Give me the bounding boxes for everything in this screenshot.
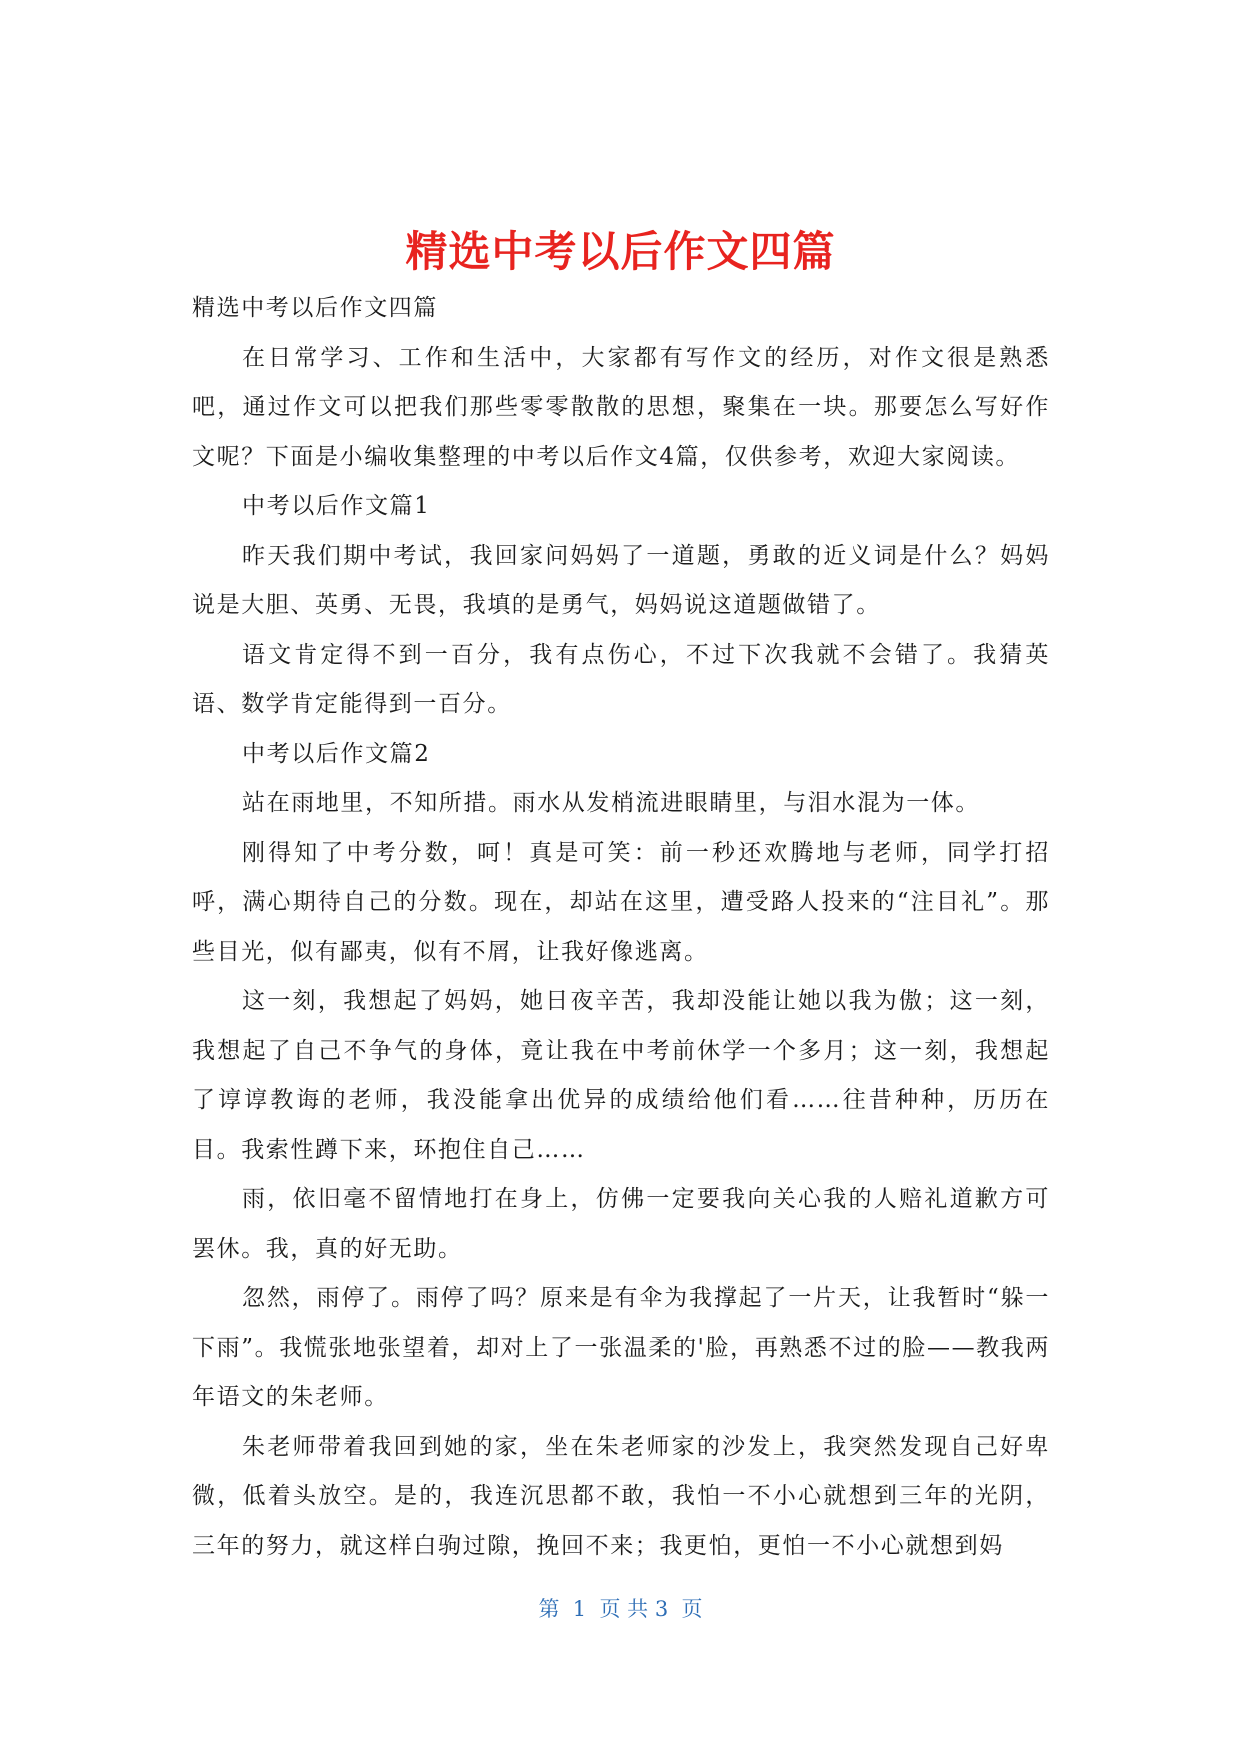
paragraph: 昨天我们期中考试，我回家问妈妈了一道题，勇敢的近义词是什么？妈妈说是大胆、英勇、无畏，我填的是勇气，妈妈说这道题做错了。 — [192, 542, 1050, 618]
paragraph: 雨，依旧毫不留情地打在身上，仿佛一定要我向关心我的人赔礼道歉方可罢休。我，真的好无助。 — [192, 1186, 1050, 1262]
page-number-footer: 第 1 页 共 3 页 — [538, 1597, 703, 1621]
paragraph: 语文肯定得不到一百分，我有点伤心，不过下次我就不会错了。我猜英语、数学肯定能得到一百分。 — [192, 641, 1050, 717]
paragraph: 忽然，雨停了。雨停了吗？原来是有伞为我撑起了一片天，让我暂时“躲一下雨”。我慌张地张望着，却对上了一张温柔的'脸，再熟悉不过的脸——教我两年语文的朱老师。 — [192, 1285, 1050, 1410]
paragraph: 站在雨地里，不知所措。雨水从发梢流进眼睛里，与泪水混为一体。 — [242, 790, 980, 816]
document-title: 精选中考以后作文四篇 — [405, 227, 836, 277]
paragraph-intro: 在日常学习、工作和生活中，大家都有写作文的经历，对作文很是熟悉吧，通过作文可以把我们那些零零散散的思想，聚集在一块。那要怎么写好作文呢？下面是小编收集整理的中考以后作文4篇，仅供参考，欢迎大家阅读。 — [192, 344, 1050, 470]
paragraph-subtitle: 精选中考以后作文四篇 — [192, 295, 438, 321]
document-body — [192, 284, 1050, 1571]
paragraph: 这一刻，我想起了妈妈，她日夜辛苦，我却没能让她以我为傲；这一刻，我想起了自己不争气的身体，竟让我在中考前休学一个多月；这一刻，我想起了谆谆教诲的老师，我没能拿出优异的成绩给他们看……往昔种种，历历在目。我索性蹲下来，环抱住自己…… — [192, 988, 1050, 1163]
paragraph: 朱老师带着我回到她的家，坐在朱老师家的沙发上，我突然发现自己好卑微，低着头放空。是的，我连沉思都不敢，我怕一不小心就想到三年的光阴，三年的努力，就这样白驹过隙，挽回不来；我更怕，更怕一不小心就想到妈 — [192, 1433, 1050, 1559]
section-heading-1: 中考以后作文篇1 — [242, 493, 431, 519]
paragraph: 刚得知了中考分数，呵！真是可笑：前一秒还欢腾地与老师，同学打招呼，满心期待自己的分数。现在，却站在这里，遭受路人投来的“注目礼”。那些目光，似有鄙夷，似有不屑，让我好像逃离。 — [192, 839, 1050, 965]
section-heading-2: 中考以后作文篇2 — [242, 740, 431, 767]
